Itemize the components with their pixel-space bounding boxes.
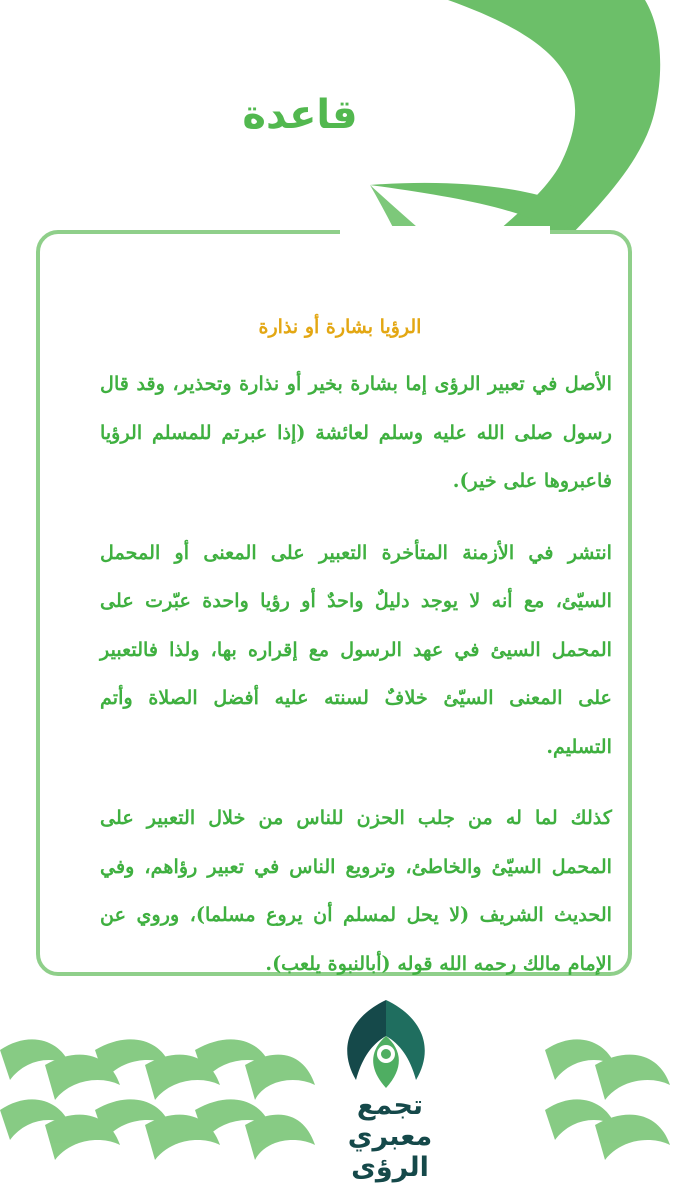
paragraph-1: الأصل في تعبير الرؤى إما بشارة بخير أو نذارة وتحذير، وقد قال رسول صلى الله عليه وسلم لعائشة (إذا عبرتم للمسلم الرؤيا فاعبروها على خير). (100, 372, 612, 492)
body-text (100, 360, 612, 1011)
paragraph-3: كذلك لما له من جلب الحزن للناس من خلال التعبير على المحمل السيّئ والخاطئ، وترويع الناس في تعبير رؤاهم، وفي الحديث الشريف (لا يحل لمسلم أن يروع مسلما)، وروي عن الإمام مالك رحمه الله قوله (أبالنبوة يلعب). (100, 806, 612, 975)
card-border-gap (340, 226, 550, 236)
paragraph-2: انتشر في الأزمنة المتأخرة التعبير على المعنى أو المحمل السيّئ، مع أنه لا يوجد دليلٌ واحدٌ أو رؤيا واحدة عبّرت على المحمل السيئ في عهد الرسول مع إقراره بها، ولذا فالتعبير على المعنى السيّئ خلافٌ لسنته عليه أفضل الصلاة وأتم التسليم. (100, 540, 612, 758)
logo-text: تجمع معبري الرؤى (347, 1090, 433, 1183)
page-title: قاعدة (242, 92, 358, 138)
subtitle: الرؤيا بشارة أو نذارة (258, 316, 422, 338)
decorative-pattern-right (545, 1030, 675, 1175)
logo-emblem (322, 996, 450, 1092)
decorative-pattern-left (0, 1030, 315, 1175)
